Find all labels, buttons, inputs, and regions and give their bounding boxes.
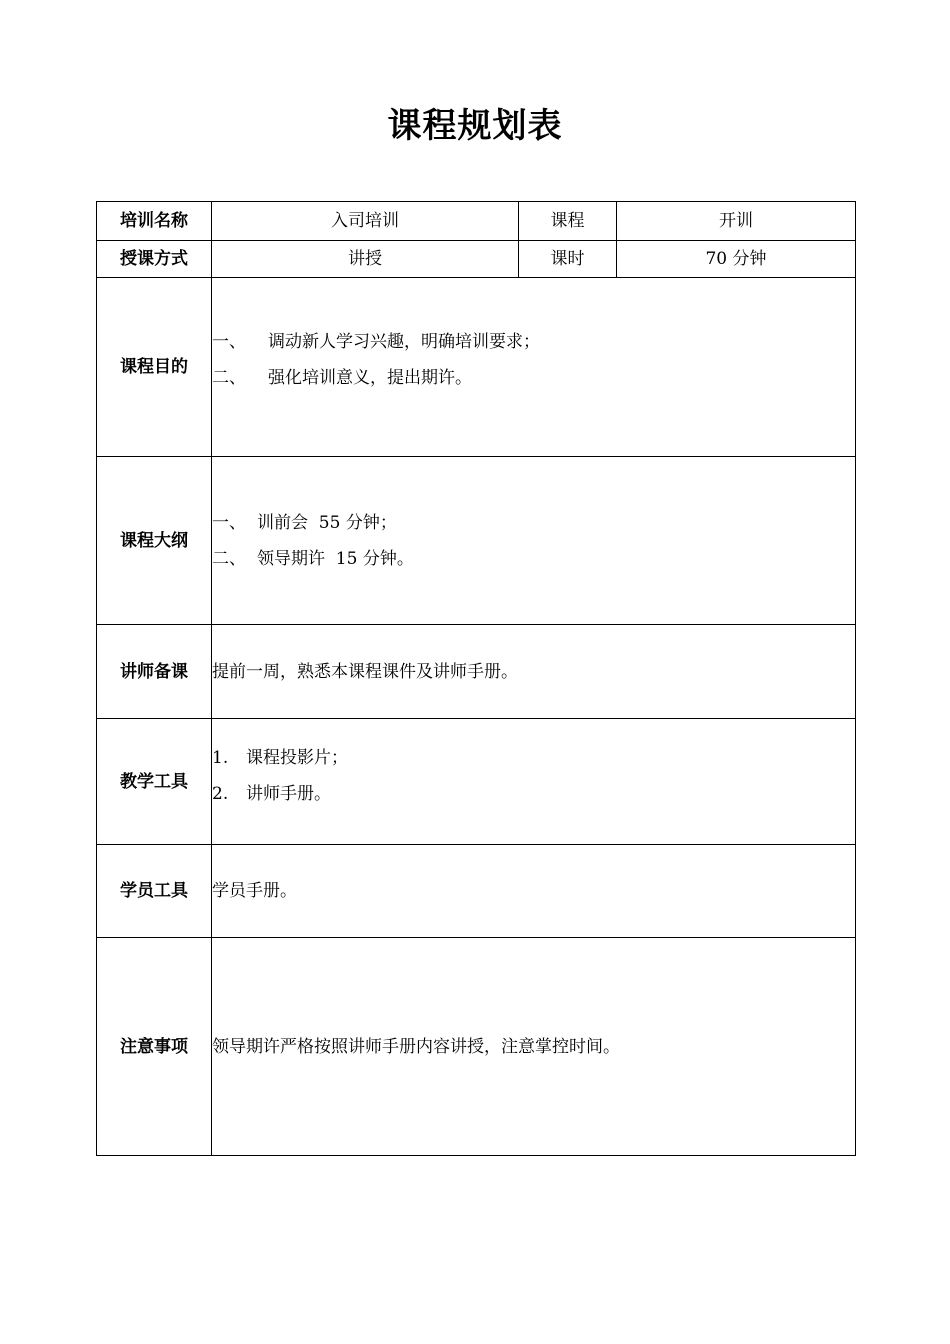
hours-value: 70 分钟 bbox=[617, 241, 856, 278]
prep-label: 讲师备课 bbox=[97, 625, 212, 719]
list-item-text: 强化培训意义，提出期许。 bbox=[268, 368, 472, 388]
list-item-text: 调动新人学习兴趣，明确培训要求； bbox=[268, 332, 540, 352]
teaching-tools-label: 教学工具 bbox=[97, 719, 212, 845]
list-item-number: 二、 bbox=[212, 548, 246, 569]
list-item-text: 课程投影片； bbox=[246, 747, 348, 768]
list-item bbox=[212, 505, 855, 541]
list-item bbox=[212, 541, 855, 577]
list-item-text: 训前会 55 分钟； bbox=[257, 512, 397, 533]
course-label: 课程 bbox=[519, 202, 617, 241]
list-item bbox=[212, 776, 855, 812]
training-name-label: 培训名称 bbox=[97, 202, 212, 241]
notes-label: 注意事项 bbox=[97, 938, 212, 1156]
list-item-number: 一、 bbox=[212, 512, 246, 533]
row-outline bbox=[97, 457, 856, 625]
method-label: 授课方式 bbox=[97, 241, 212, 278]
outline-label: 课程大纲 bbox=[97, 457, 212, 625]
teaching-tools-content bbox=[212, 719, 856, 845]
row-training-name bbox=[97, 202, 856, 241]
list-item bbox=[212, 740, 855, 776]
objective-content bbox=[212, 278, 856, 457]
list-item bbox=[212, 324, 855, 360]
row-notes bbox=[97, 938, 856, 1156]
row-prep bbox=[97, 625, 856, 719]
list-item-number: 1. bbox=[212, 747, 229, 768]
outline-content bbox=[212, 457, 856, 625]
row-teaching-tools bbox=[97, 719, 856, 845]
list-item-number: 二、 bbox=[212, 368, 246, 388]
list-item-number: 2. bbox=[212, 783, 229, 804]
row-student-tools bbox=[97, 845, 856, 938]
method-value: 讲授 bbox=[212, 241, 519, 278]
hours-label: 课时 bbox=[519, 241, 617, 278]
prep-content: 提前一周，熟悉本课程课件及讲师手册。 bbox=[212, 625, 856, 719]
list-item-number: 一、 bbox=[212, 332, 246, 352]
row-method bbox=[97, 241, 856, 278]
list-item-text: 讲师手册。 bbox=[246, 783, 331, 804]
row-objective bbox=[97, 278, 856, 457]
training-name-value: 入司培训 bbox=[212, 202, 519, 241]
course-value: 开训 bbox=[617, 202, 856, 241]
list-item-text: 领导期许 15 分钟。 bbox=[257, 548, 414, 569]
student-tools-content: 学员手册。 bbox=[212, 845, 856, 938]
page-title: 课程规划表 bbox=[387, 106, 563, 146]
objective-label: 课程目的 bbox=[97, 278, 212, 457]
student-tools-label: 学员工具 bbox=[97, 845, 212, 938]
course-plan-table bbox=[96, 201, 856, 1156]
list-item bbox=[212, 360, 855, 396]
notes-content: 领导期许严格按照讲师手册内容讲授，注意掌控时间。 bbox=[212, 938, 856, 1156]
